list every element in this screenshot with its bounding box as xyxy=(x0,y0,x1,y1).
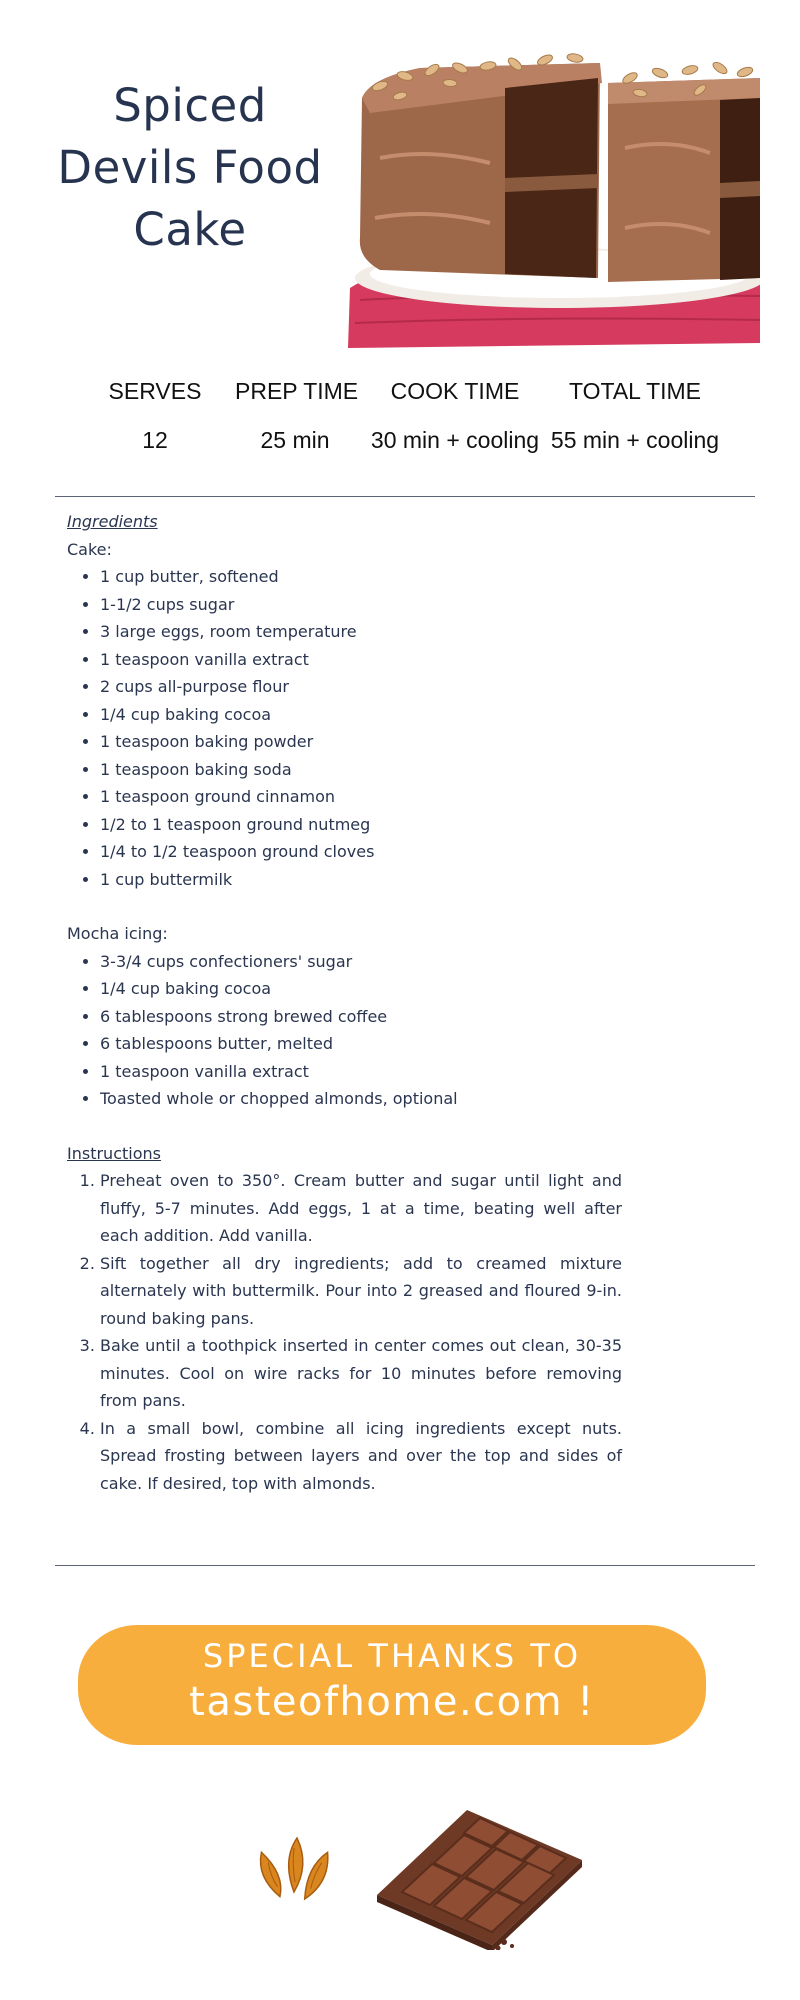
list-item: • 1-1/2 cups sugar xyxy=(100,591,622,619)
chocolate-bar-icon xyxy=(372,1800,587,1950)
instructions-list xyxy=(67,1167,622,1497)
recipe-title: Spiced Devils Food Cake xyxy=(57,79,323,256)
cake-ingredients-list xyxy=(67,563,622,893)
stat-total-time xyxy=(545,378,725,454)
list-item: • 1 cup butter, softened xyxy=(100,563,622,591)
instruction-step: 2. Sift together all dry ingredients; add to creamed mixture alternately with buttermilk. Pour into 2 greased and floured 9-in. round baking pans. xyxy=(100,1250,622,1333)
list-item: • 6 tablespoons butter, melted xyxy=(100,1030,622,1058)
stat-label: PREP TIME xyxy=(235,378,359,404)
instruction-step: 1. Preheat oven to 350°. Cream butter and sugar until light and fluffy, 5-7 minutes. Add eggs, 1 at a time, beating well after each addition. Add vanilla. xyxy=(100,1167,622,1250)
list-item: • Toasted whole or chopped almonds, optional xyxy=(100,1085,622,1113)
stat-value: 55 min + cooling xyxy=(550,427,720,453)
list-item: • 1/4 to 1/2 teaspoon ground cloves xyxy=(100,838,622,866)
list-item: • 1 teaspoon vanilla extract xyxy=(100,646,622,674)
almonds-icon xyxy=(252,1830,337,1910)
ingredients-heading: Ingredients xyxy=(67,512,158,531)
list-item: • 1/2 to 1 teaspoon ground nutmeg xyxy=(100,811,622,839)
list-item: • 3-3/4 cups confectioners' sugar xyxy=(100,948,622,976)
stat-value: 30 min + cooling xyxy=(370,427,540,453)
recipe-content xyxy=(67,508,622,1497)
stat-serves xyxy=(95,378,215,454)
divider-top xyxy=(55,496,755,497)
stat-value: 25 min xyxy=(260,427,330,453)
list-item: • 1 cup buttermilk xyxy=(100,866,622,894)
thanks-line: SPECIAL THANKS TO xyxy=(202,1637,582,1675)
cake-label: Cake: xyxy=(67,539,112,559)
list-item: • 2 cups all-purpose flour xyxy=(100,673,622,701)
stat-label: SERVES xyxy=(108,378,202,404)
instruction-step: 3. Bake until a toothpick inserted in center comes out clean, 30-35 minutes. Cool on wire racks for 10 minutes before removing from pans. xyxy=(100,1332,622,1415)
list-item: • 1 teaspoon baking soda xyxy=(100,756,622,784)
cake-photo xyxy=(340,38,760,348)
list-item: • 3 large eggs, room temperature xyxy=(100,618,622,646)
stat-cook-time xyxy=(365,378,545,454)
stat-label: TOTAL TIME xyxy=(568,378,702,404)
source-site: tasteofhome.com ! xyxy=(189,1679,595,1725)
list-item: • 1/4 cup baking cocoa xyxy=(100,701,622,729)
list-item: • 1 teaspoon vanilla extract xyxy=(100,1058,622,1086)
stat-label: COOK TIME xyxy=(390,378,520,404)
stat-prep-time xyxy=(235,378,359,454)
list-item: • 1/4 cup baking cocoa xyxy=(100,975,622,1003)
instruction-step: 4. In a small bowl, combine all icing ingredients except nuts. Spread frosting between layers and over the top and sides of cake. If desired, top with almonds. xyxy=(100,1415,622,1498)
list-item: • 1 teaspoon ground cinnamon xyxy=(100,783,622,811)
instructions-heading: Instructions xyxy=(67,1143,161,1163)
icing-label: Mocha icing: xyxy=(67,924,168,943)
divider-bottom xyxy=(55,1565,755,1566)
icing-ingredients-list xyxy=(67,948,622,1113)
list-item: • 1 teaspoon baking powder xyxy=(100,728,622,756)
stat-value: 12 xyxy=(142,427,168,453)
special-thanks-banner xyxy=(78,1625,706,1745)
list-item: • 6 tablespoons strong brewed coffee xyxy=(100,1003,622,1031)
